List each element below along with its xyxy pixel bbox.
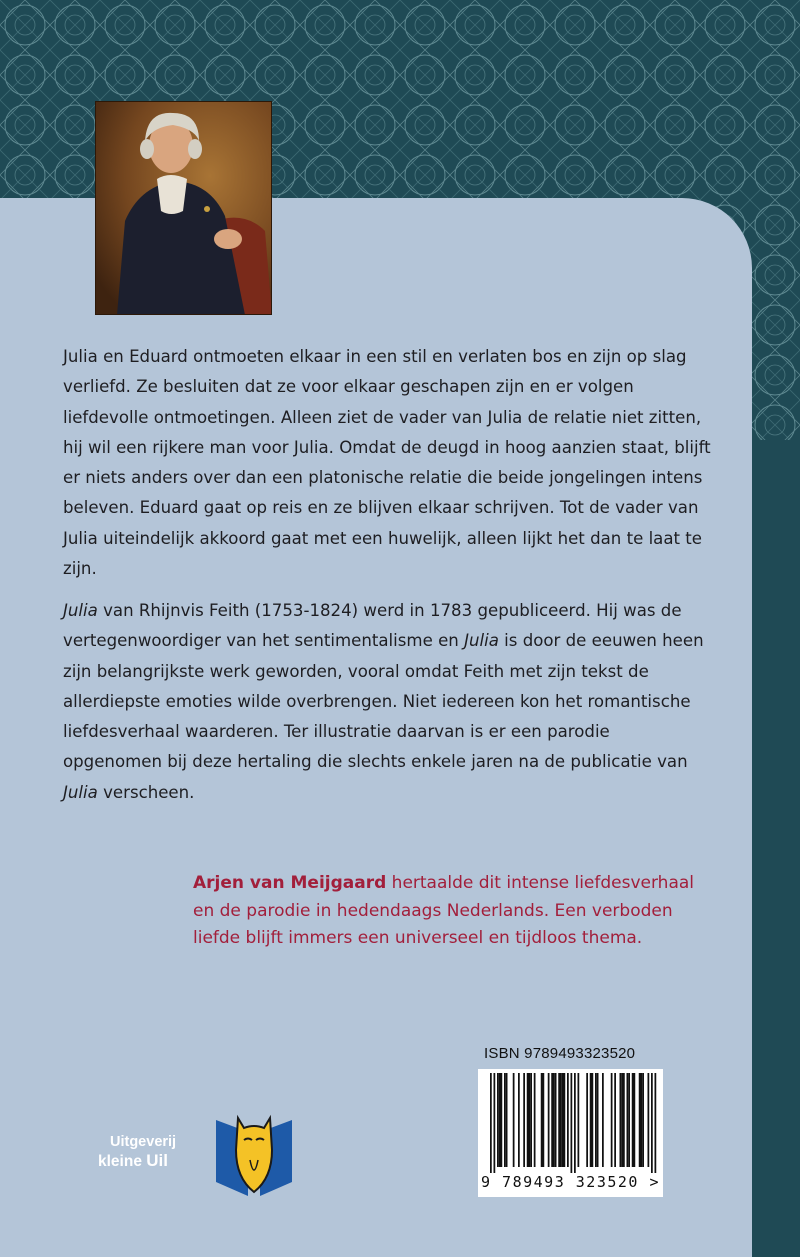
barcode-bar: [592, 1073, 594, 1167]
barcode-bar: [627, 1073, 629, 1167]
barcode-digits: 9 789493 323520 >: [481, 1173, 661, 1191]
barcode-bar: [494, 1073, 496, 1173]
barcode-bar: [564, 1073, 566, 1167]
barcode-bar: [621, 1073, 623, 1167]
publisher-name: [98, 1133, 176, 1172]
barcode-bar: [628, 1073, 630, 1167]
barcode-bar: [527, 1073, 529, 1167]
barcode-bar: [513, 1073, 515, 1167]
barcode-bar: [655, 1073, 657, 1173]
context-text-2: is door de eeuwen heen zijn belangrijkste werk geworden, vooral omdat Feith met zijn tekst de allerdiepste emoties wilde overbrengen. Niet iedereen kon het romantische liefdesverhaal waarderen. Ter illustratie daarvan is er een parodie opgenomen bij deze hertaling die slechts enkele jaren na de publicatie van: [63, 631, 704, 772]
barcode-bar: [651, 1073, 653, 1173]
barcode-bar: [620, 1073, 622, 1167]
translator-name: Arjen van Meijgaard: [193, 873, 387, 893]
barcode-bar: [574, 1073, 576, 1173]
context-text: [63, 596, 711, 808]
publisher-line-2b: Uil: [146, 1151, 168, 1170]
barcode-bar: [558, 1073, 560, 1167]
book-title: Julia: [63, 601, 98, 620]
barcode-bar: [632, 1073, 634, 1167]
book-title: Julia: [63, 782, 98, 802]
barcode-bar: [590, 1073, 592, 1167]
barcode-bar: [499, 1073, 501, 1167]
synopsis-text: Julia en Eduard ontmoeten elkaar in een stil en verlaten bos en zijn op slag verliefd. Ze besluiten dat ze voor elkaar geschapen zijn en er volgen liefdevolle ontmoetingen. Alleen ziet de vader van Julia de relatie niet zitten, hij wil een rijkere man voor Julia. Omdat de deugd in hoog aanzien staat, blijft er niets anders over dan een platonische relatie die beide jongelingen intens beleven. Eduard gaat op reis en ze blijven elkaar schrijven. Tot de vader van Julia uiteindelijk akkoord gaat met een huwelijk, alleen lijkt het dan te laat te zijn.: [63, 347, 711, 579]
barcode-bar: [497, 1073, 499, 1167]
barcode-bar: [634, 1073, 636, 1167]
barcode-bar: [611, 1073, 613, 1167]
barcode-bar: [529, 1073, 531, 1167]
barcode-bar: [501, 1073, 503, 1167]
publisher-line-2: [98, 1151, 176, 1172]
barcode-bar: [534, 1073, 536, 1167]
publisher-line-2a: kleine: [98, 1153, 142, 1170]
barcode-bar: [518, 1073, 520, 1167]
barcode-bar: [595, 1073, 597, 1167]
translator-note-text: hertaalde dit intense liefdesverhaal en de parodie in hedendaags Nederlands. Een verboden liefde blijft immers een universeel en tijdloos thema.: [193, 873, 695, 948]
barcode-bar: [560, 1073, 562, 1167]
owl-book-logo-icon: [214, 1110, 294, 1196]
barcode-bar: [597, 1073, 599, 1167]
barcode-bar: [571, 1073, 573, 1173]
book-title: Julia: [464, 631, 499, 651]
barcode-bar: [642, 1073, 644, 1167]
barcode-bars: [478, 1069, 663, 1173]
barcode-bar: [541, 1073, 543, 1167]
barcode-bar: [543, 1073, 545, 1167]
barcode-bar: [490, 1073, 492, 1173]
barcode-bar: [578, 1073, 580, 1167]
context-text-3: verscheen.: [97, 782, 195, 802]
barcode-bar: [548, 1073, 550, 1167]
barcode-bar: [553, 1073, 555, 1167]
barcode-bar: [506, 1073, 508, 1167]
barcode-bar: [641, 1073, 643, 1167]
barcode-bar: [614, 1073, 616, 1167]
barcode-bar: [555, 1073, 557, 1167]
translator-note: [193, 870, 713, 953]
barcode-bar: [530, 1073, 532, 1167]
context-text-1: van Rhijnvis Feith (1753-1824) werd in 1783 gepubliceerd. Hij was de vertegenwoordiger van het sentimentalisme en: [63, 601, 682, 651]
barcode-bar: [623, 1073, 625, 1167]
publisher-line-1: Uitgeverij: [110, 1134, 177, 1150]
barcode-bar: [551, 1073, 553, 1167]
barcode-bar: [523, 1073, 525, 1167]
barcode-bar: [639, 1073, 641, 1167]
author-portrait: [95, 101, 272, 315]
barcode: [478, 1069, 663, 1197]
barcode-bar: [562, 1073, 564, 1167]
barcode-bar: [586, 1073, 588, 1167]
barcode-bar: [648, 1073, 650, 1167]
barcode-bar: [504, 1073, 506, 1167]
barcode-bar: [567, 1073, 569, 1167]
barcode-bar: [602, 1073, 604, 1167]
context-paragraph: [63, 596, 711, 808]
isbn-label: ISBN 9789493323520: [484, 1045, 636, 1062]
synopsis-paragraph: [63, 342, 711, 584]
